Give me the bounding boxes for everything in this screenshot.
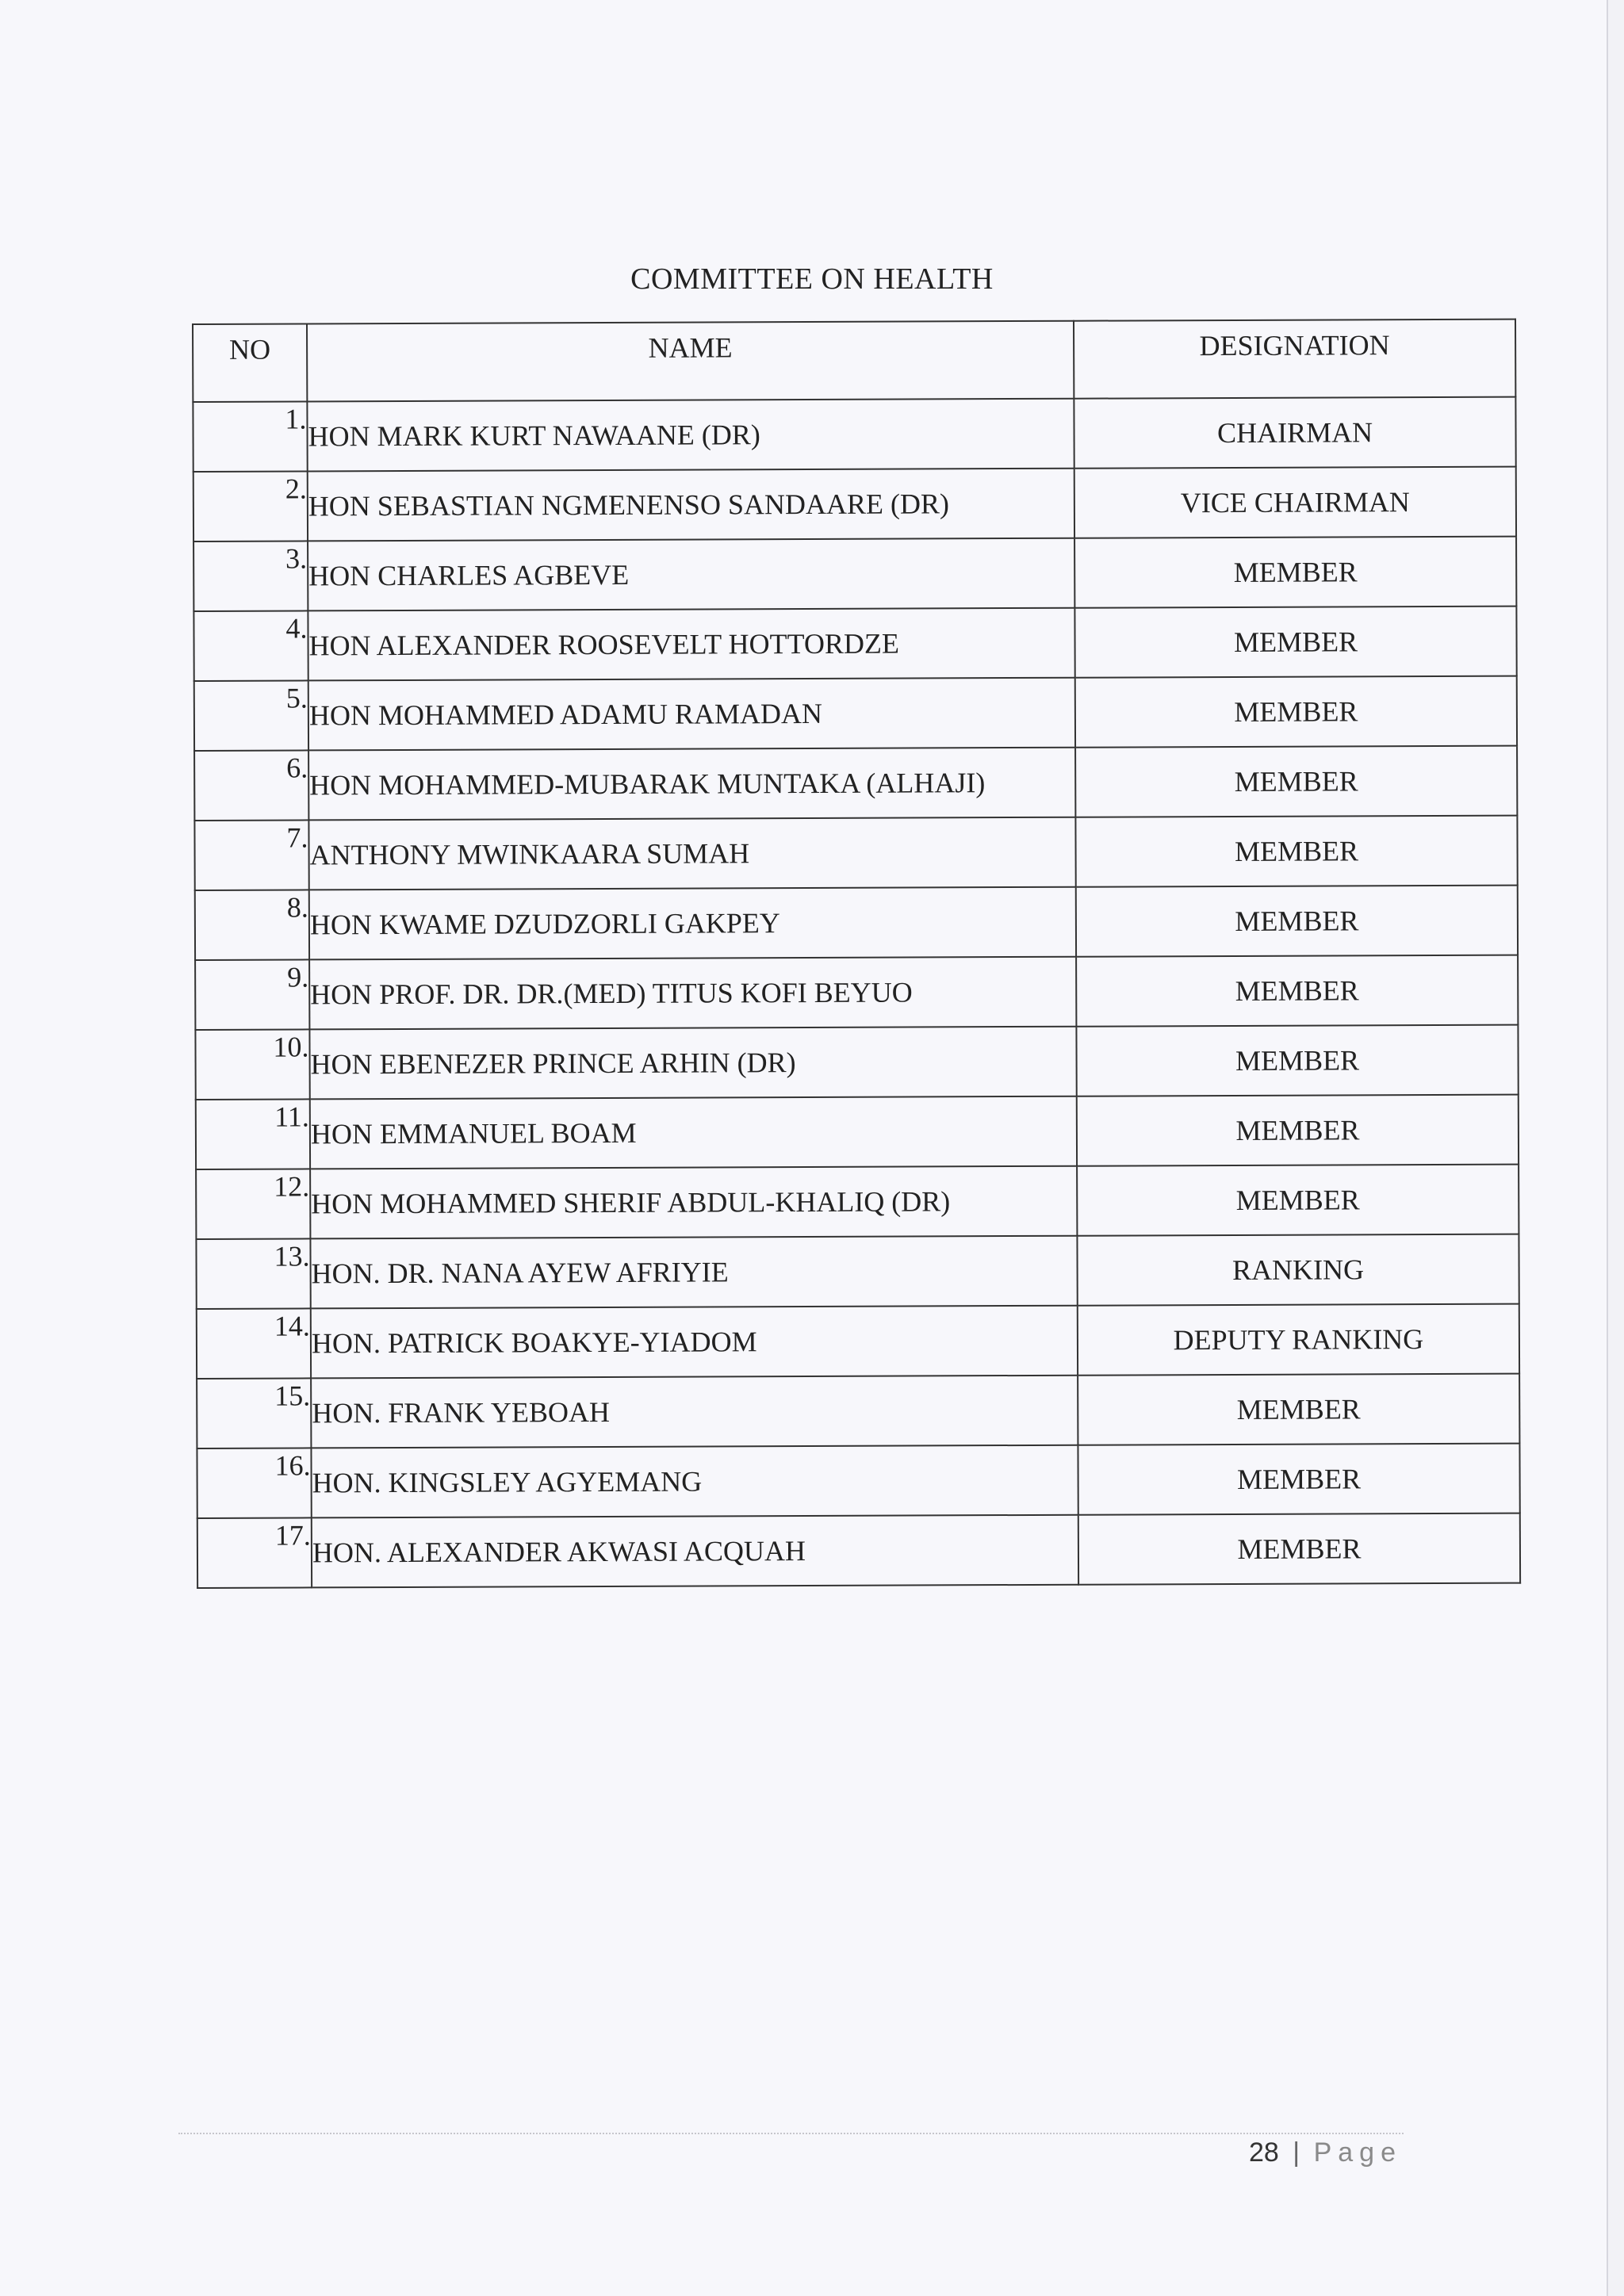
member-name: HON. FRANK YEBOAH [311, 1376, 1078, 1448]
member-designation: MEMBER [1075, 816, 1517, 887]
table-row [193, 397, 1515, 472]
footer-divider [178, 2133, 1404, 2134]
row-number: 8. [195, 890, 309, 960]
committee-table [192, 319, 1521, 1589]
member-name: HON MOHAMMED ADAMU RAMADAN [308, 678, 1075, 751]
member-name: HON MOHAMMED SHERIF ABDUL-KHALIQ (DR) [310, 1166, 1077, 1239]
page-label: Page [1313, 2137, 1402, 2168]
member-name: HON EBENEZER PRINCE ARHIN (DR) [309, 1027, 1076, 1100]
row-number: 13. [196, 1238, 310, 1309]
row-number: 16. [197, 1448, 311, 1518]
member-designation: CHAIRMAN [1074, 397, 1515, 469]
member-name: HON. PATRICK BOAKYE-YIADOM [311, 1306, 1078, 1379]
member-name: HON. ALEXANDER AKWASI ACQUAH [312, 1515, 1078, 1588]
member-designation: MEMBER [1076, 886, 1518, 957]
row-number: 5. [194, 680, 308, 751]
member-designation: MEMBER [1075, 746, 1517, 817]
row-number: 11. [196, 1099, 310, 1169]
member-name: HON. KINGSLEY AGYEMANG [311, 1445, 1078, 1518]
document-title: COMMITTEE ON HEALTH [630, 262, 994, 296]
row-number: 7. [194, 820, 308, 890]
member-designation: MEMBER [1076, 1025, 1518, 1096]
footer-separator: | [1293, 2137, 1300, 2168]
member-name: HON ALEXANDER ROOSEVELT HOTTORDZE [308, 608, 1074, 681]
table-header-row [193, 320, 1515, 402]
row-number: 2. [193, 471, 308, 541]
column-header-designation: DESIGNATION [1074, 320, 1515, 399]
member-designation: MEMBER [1078, 1374, 1519, 1445]
page-footer [1249, 2137, 1402, 2168]
table-row [194, 676, 1517, 751]
column-header-no: NO [193, 323, 307, 402]
row-number: 14. [197, 1308, 311, 1379]
row-number: 4. [193, 610, 308, 681]
member-name: HON CHARLES AGBEVE [308, 538, 1074, 611]
table-row [197, 1513, 1520, 1588]
member-designation: MEMBER [1076, 955, 1518, 1027]
member-designation: MEMBER [1074, 607, 1516, 678]
table-row [197, 1374, 1519, 1448]
member-name: HON SEBASTIAN NGMENENSO SANDAARE (DR) [308, 469, 1074, 541]
table-row [193, 467, 1516, 541]
member-name: HON PROF. DR. DR.(MED) TITUS KOFI BEYUO [309, 957, 1076, 1030]
table-row [194, 746, 1517, 821]
member-name: HON. DR. NANA AYEW AFRIYIE [310, 1236, 1077, 1309]
table-row [196, 1095, 1519, 1169]
member-name: ANTHONY MWINKAARA SUMAH [308, 817, 1075, 890]
table-row [196, 1234, 1519, 1309]
row-number: 3. [193, 541, 308, 611]
row-number: 1. [193, 401, 307, 472]
member-designation: MEMBER [1078, 1513, 1520, 1585]
member-designation: MEMBER [1078, 1444, 1519, 1515]
member-name: HON EMMANUEL BOAM [310, 1096, 1077, 1169]
table-row [195, 886, 1518, 960]
member-designation: DEPUTY RANKING [1078, 1304, 1519, 1376]
row-number: 10. [195, 1029, 309, 1100]
table-row [193, 537, 1516, 611]
member-name: HON KWAME DZUDZORLI GAKPEY [309, 887, 1076, 960]
member-designation: MEMBER [1077, 1095, 1519, 1166]
table-row [193, 607, 1516, 681]
member-designation: MEMBER [1074, 537, 1516, 608]
row-number: 9. [195, 959, 309, 1030]
table-row [195, 1025, 1518, 1100]
member-name: HON MARK KURT NAWAANE (DR) [307, 399, 1074, 472]
member-designation: MEMBER [1075, 676, 1517, 748]
member-name: HON MOHAMMED-MUBARAK MUNTAKA (ALHAJI) [308, 748, 1075, 821]
row-number: 17. [197, 1517, 312, 1588]
member-designation: VICE CHAIRMAN [1074, 467, 1516, 538]
table-row [197, 1304, 1519, 1379]
member-designation: MEMBER [1077, 1165, 1519, 1236]
row-number: 15. [197, 1378, 311, 1448]
table-row [196, 1165, 1519, 1239]
page-edge [1607, 0, 1624, 2296]
table-row [195, 955, 1518, 1030]
table-row [197, 1444, 1519, 1518]
page-number: 28 [1249, 2137, 1279, 2168]
table-row [194, 816, 1517, 890]
row-number: 6. [194, 750, 308, 821]
column-header-name: NAME [307, 321, 1074, 402]
member-designation: RANKING [1077, 1234, 1519, 1306]
row-number: 12. [196, 1169, 310, 1239]
